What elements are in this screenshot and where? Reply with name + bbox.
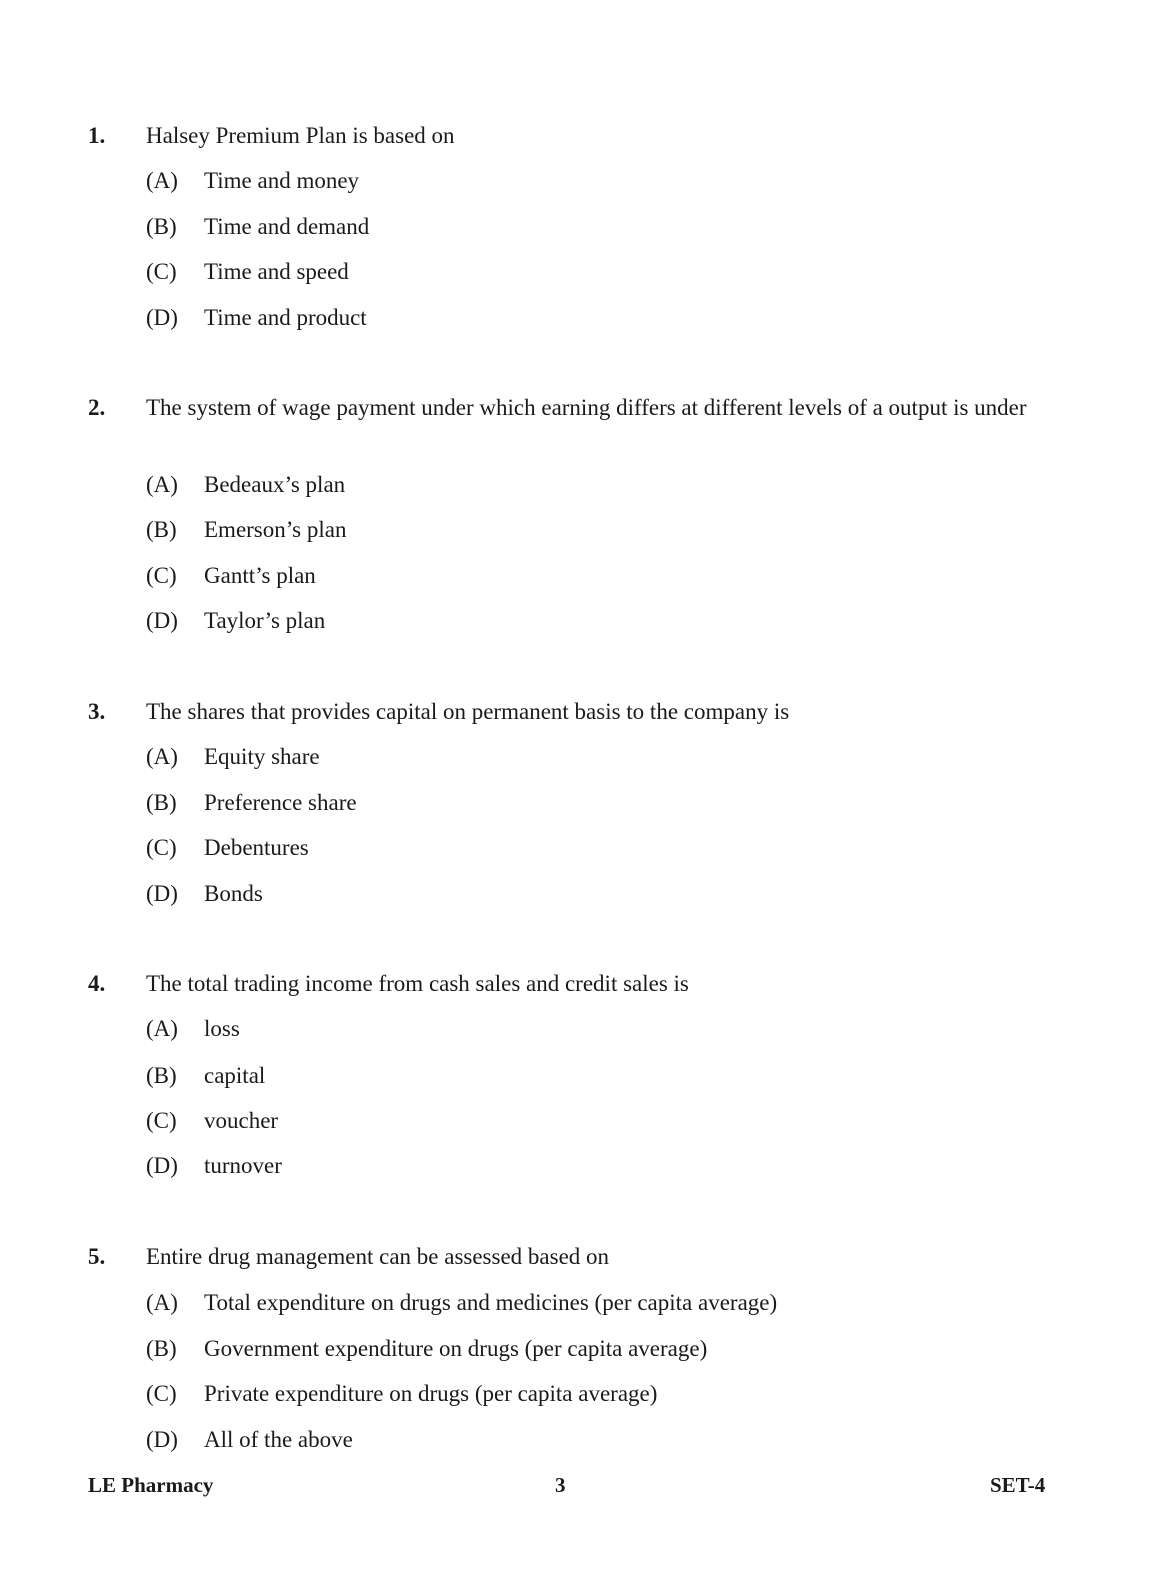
option-text: All of the above xyxy=(204,1427,353,1452)
option-letter: (A) xyxy=(146,744,178,769)
option-text: loss xyxy=(204,1016,240,1041)
question-number: 1. xyxy=(88,123,106,148)
option-text: Equity share xyxy=(204,744,320,769)
question-number: 5. xyxy=(88,1244,106,1269)
option-letter: (B) xyxy=(146,1063,177,1088)
option-b xyxy=(146,1333,707,1365)
option-d xyxy=(146,1424,353,1456)
option-text: Time and product xyxy=(204,305,367,330)
option-text: Gantt’s plan xyxy=(204,563,316,588)
option-a xyxy=(146,1287,777,1319)
option-letter: (A) xyxy=(146,1016,178,1041)
option-c xyxy=(146,832,309,864)
question-number: 2. xyxy=(88,395,106,420)
option-a xyxy=(146,1013,240,1045)
option-text: Time and speed xyxy=(204,259,349,284)
option-c xyxy=(146,560,316,592)
question-text: Entire drug management can be assessed based on xyxy=(146,1244,610,1269)
option-a xyxy=(146,741,320,773)
option-c xyxy=(146,1378,657,1410)
option-text: Bedeaux’s plan xyxy=(204,472,346,497)
option-letter: (D) xyxy=(146,608,178,633)
option-letter: (B) xyxy=(146,214,177,239)
option-letter: (C) xyxy=(146,259,177,284)
option-letter: (D) xyxy=(146,1153,178,1178)
option-b xyxy=(146,514,346,546)
option-b xyxy=(146,211,369,243)
option-text: Preference share xyxy=(204,790,357,815)
option-letter: (D) xyxy=(146,881,178,906)
option-text: turnover xyxy=(204,1153,282,1178)
footer-page-number: 3 xyxy=(555,1473,566,1497)
option-d xyxy=(146,1150,282,1182)
option-b xyxy=(146,1060,265,1092)
option-letter: (C) xyxy=(146,835,177,860)
option-d xyxy=(146,878,263,910)
option-d xyxy=(146,302,367,334)
option-c xyxy=(146,256,349,288)
question-text: The shares that provides capital on permanent basis to the company is xyxy=(146,699,790,724)
option-a xyxy=(146,165,359,197)
option-text: Time and demand xyxy=(204,214,370,239)
question-number: 3. xyxy=(88,699,106,724)
option-text: Private expenditure on drugs (per capita average) xyxy=(204,1381,658,1406)
question-text: The system of wage payment under which earning differs at different levels of a output is under xyxy=(146,395,1027,420)
option-letter: (D) xyxy=(146,1427,178,1452)
option-text: voucher xyxy=(204,1108,279,1133)
option-letter: (A) xyxy=(146,168,178,193)
option-text: Debentures xyxy=(204,835,309,860)
option-c xyxy=(146,1105,278,1137)
option-a xyxy=(146,469,345,501)
option-b xyxy=(146,787,357,819)
footer-set-code: SET-4 xyxy=(990,1473,1046,1497)
option-text: Total expenditure on drugs and medicines (per capita average) xyxy=(204,1290,778,1315)
option-letter: (C) xyxy=(146,1108,177,1133)
question-text: The total trading income from cash sales and credit sales is xyxy=(146,971,689,996)
option-text: Emerson’s plan xyxy=(204,517,347,542)
option-text: Bonds xyxy=(204,881,263,906)
option-letter: (D) xyxy=(146,305,178,330)
option-letter: (B) xyxy=(146,517,177,542)
question-number: 4. xyxy=(88,971,106,996)
option-letter: (A) xyxy=(146,472,178,497)
option-d xyxy=(146,605,325,637)
option-letter: (B) xyxy=(146,1336,177,1361)
option-letter: (C) xyxy=(146,563,177,588)
option-letter: (C) xyxy=(146,1381,177,1406)
question-text: Halsey Premium Plan is based on xyxy=(146,123,455,148)
option-text: Taylor’s plan xyxy=(204,608,326,633)
option-text: capital xyxy=(204,1063,266,1088)
option-letter: (B) xyxy=(146,790,177,815)
option-text: Government expenditure on drugs (per capita average) xyxy=(204,1336,708,1361)
option-letter: (A) xyxy=(146,1290,178,1315)
option-text: Time and money xyxy=(204,168,360,193)
footer-subject: LE Pharmacy xyxy=(88,1473,214,1497)
